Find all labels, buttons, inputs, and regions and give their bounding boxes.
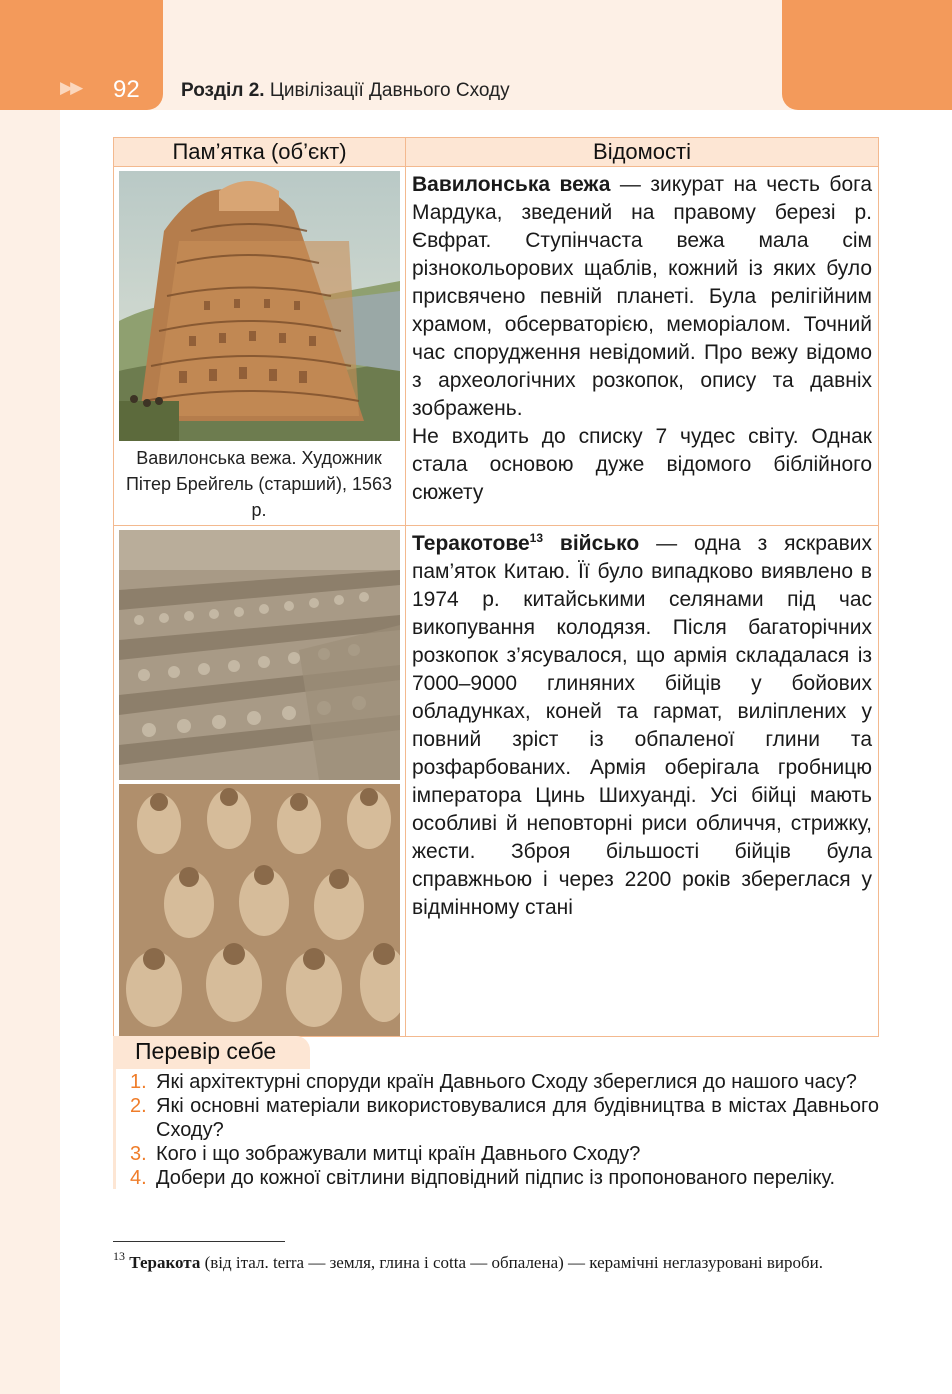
table-row <box>114 526 879 1037</box>
term-babel: Вавилонська вежа <box>412 173 611 196</box>
footnote <box>113 1250 879 1276</box>
question-number: 2. <box>130 1095 147 1117</box>
section-heading <box>181 80 510 102</box>
page-number: 92 <box>113 76 140 103</box>
check-yourself-tab <box>113 1036 310 1069</box>
question-number: 4. <box>130 1167 147 1189</box>
object-cell <box>114 167 406 526</box>
image-caption: Вавилонська вежа. Художник Пітер Брейгель (старший), 1563 р. <box>125 448 392 520</box>
list-item <box>130 1166 879 1190</box>
description-paragraph: Не входить до списку 7 чудес світу. Однак стала основою дуже відомого біблійного сюжету <box>412 425 872 504</box>
footnote-ref: 13 <box>529 531 544 545</box>
page-tab-right <box>782 0 952 110</box>
question-text: Добери до кожної світлини відповідний підпис із пропонованого переліку. <box>156 1167 836 1189</box>
terracotta-warriors-photo <box>119 784 400 1036</box>
column-header-object: Пам’ятка (об’єкт) <box>114 138 406 167</box>
description-paragraph <box>412 530 872 922</box>
term-word: Теракотове <box>412 532 530 555</box>
description-text: — одна з яскравих пам’яток Китаю. Її було випадково виявлено в 1974 р. китайськими селянами під час викопування колодязя. Після багаторічних розкопок з’ясувалося, що армія складалася із 7000–9000 глиняних бійців у бойових обладунках, коней та гармат, виліплених у повний зріст із обпаленої глини та розфарбованих. Армія оберігала гробницю імператора Цинь Шихуанді. Усі бійці мають особливі й неповторні риси обличчя, стрижку, жести. Зброя більшості бійців була справжньою і через 2200 років збереглася у відмінному стані <box>412 532 872 919</box>
question-number: 3. <box>130 1143 147 1165</box>
section-title: Цивілізації Давнього Сходу <box>264 80 510 101</box>
question-number: 1. <box>130 1071 147 1093</box>
table-row <box>114 167 879 526</box>
question-text: Які архітектурні споруди країн Давнього Сходу збереглися до нашого часу? <box>156 1071 857 1093</box>
question-text: Які основні матеріали використовувалися для будівництва в містах Давнього Сходу? <box>156 1095 879 1141</box>
babel-tower-painting <box>119 171 400 441</box>
term-terracotta <box>412 532 639 555</box>
check-yourself-title: Перевір себе <box>135 1038 277 1064</box>
term-word: військо <box>543 532 640 555</box>
object-cell <box>114 526 406 1037</box>
footnote-divider <box>113 1241 285 1242</box>
footnote-mark: 13 <box>113 1249 125 1263</box>
table-header-row <box>114 138 879 167</box>
list-item <box>130 1142 879 1166</box>
description-text: — зикурат на честь бога Мардука, зведений на правому березі р. Євфрат. Ступінчаста вежа мала сім різнокольорових щаблів, кожний із яких було присвячено певній планеті. Була релігійним храмом, обсерваторією, меморіалом. Точний час спорудження невідомий. Про вежу відомо з археологічних розкопок, опису та давніх зображень. <box>412 173 872 420</box>
footnote-term: Теракота <box>129 1253 201 1272</box>
question-text: Кого і що зображували митці країн Давнього Сходу? <box>156 1143 641 1165</box>
terracotta-excavation-photo <box>119 530 400 780</box>
check-yourself-rule <box>113 1069 116 1189</box>
list-item <box>130 1094 879 1142</box>
list-item <box>130 1070 879 1094</box>
question-list <box>130 1070 879 1190</box>
monuments-table <box>113 137 879 1037</box>
section-label: Розділ 2. <box>181 80 265 101</box>
footnote-text: (від італ. terra — земля, глина і cotta — обпалена) — керамічні неглазуровані вироби. <box>200 1253 823 1272</box>
column-header-info: Відомості <box>406 138 879 167</box>
description-paragraph <box>412 171 872 423</box>
double-arrow-icon: ▶▶ <box>60 78 81 98</box>
info-cell <box>406 526 879 1037</box>
info-cell <box>406 167 879 526</box>
margin-strip <box>0 110 60 1394</box>
